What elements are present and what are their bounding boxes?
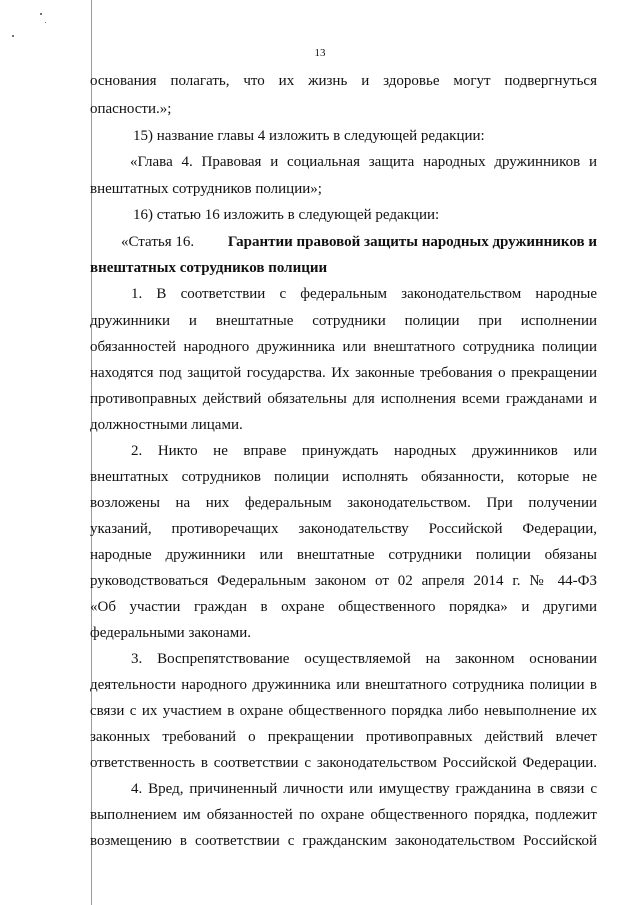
text-line: возложены на них федеральным законодательством. При получении (90, 495, 597, 511)
text-line: 16) статью 16 изложить в следующей редакции: (133, 207, 440, 223)
text-line: «Глава 4. Правовая и социальная защита народных дружинников и (130, 154, 597, 170)
text-line: возмещению в соответствии с гражданским законодательством Российской (90, 833, 597, 849)
page-number: 13 (314, 47, 326, 59)
article-title: Гарантии правовой защиты народных дружинников и (227, 234, 597, 250)
text-line: выполнением им обязанностей по охране общественного порядка, подлежит (90, 807, 597, 823)
text-line: опасности.»; (90, 101, 172, 117)
text-line: 3. Воспрепятствование осуществляемой на законном основании (131, 651, 597, 667)
text-line: законных требований о прекращении противоправных действий влечет (90, 729, 597, 745)
text-line: деятельности народного дружинника или внештатного сотрудника полиции в (90, 677, 597, 693)
text-line: ответственность в соответствии с законодательством Российской Федерации. (90, 755, 597, 771)
text-line: дружинники и внештатные сотрудники полиции при исполнении (90, 313, 597, 329)
text-line: связи с их участием в охране общественного порядка либо невыполнение их (90, 703, 597, 719)
scan-speck (45, 22, 46, 23)
article-heading (121, 232, 597, 252)
text-line: 2. Никто не вправе принуждать народных дружинников или (131, 443, 597, 459)
text-line: 1. В соответствии с федеральным законодательством народные (131, 286, 597, 302)
text-line: внештатных сотрудников полиции исполнять обязанности, которые не (90, 469, 597, 485)
article-title-text: внештатных сотрудников полиции (90, 260, 328, 276)
text-line: народные дружинники или внештатные сотрудники полиции обязаны (90, 547, 597, 563)
text-line: находятся под защитой государства. Их законные требования о прекращении (90, 365, 597, 381)
article-title-continued (90, 258, 327, 278)
article-number: «Статья 16. (121, 234, 195, 250)
scan-speck (40, 13, 42, 15)
text-line: внештатных сотрудников полиции»; (90, 181, 322, 197)
text-line: противоправных действий обязательны для исполнения всеми гражданами и (90, 391, 597, 407)
text-line: руководствоваться Федеральным законом от 02 апреля 2014 г. № 44-ФЗ (90, 573, 597, 589)
scan-speck (12, 35, 14, 37)
text-line: 15) название главы 4 изложить в следующей редакции: (133, 128, 485, 144)
text-line: федеральными законами. (90, 625, 252, 641)
text-line: «Об участии граждан в охране общественного порядка» и другими (90, 599, 597, 615)
text-line: основания полагать, что их жизнь и здоровье могут подвергнуться (90, 73, 597, 89)
text-line: 4. Вред, причиненный личности или имуществу гражданина в связи с (131, 781, 597, 797)
text-line: должностными лицами. (90, 417, 243, 433)
text-line: обязанностей народного дружинника или внештатного сотрудника полиции (90, 339, 597, 355)
text-line: указаний, противоречащих законодательству Российской Федерации, (90, 521, 597, 537)
